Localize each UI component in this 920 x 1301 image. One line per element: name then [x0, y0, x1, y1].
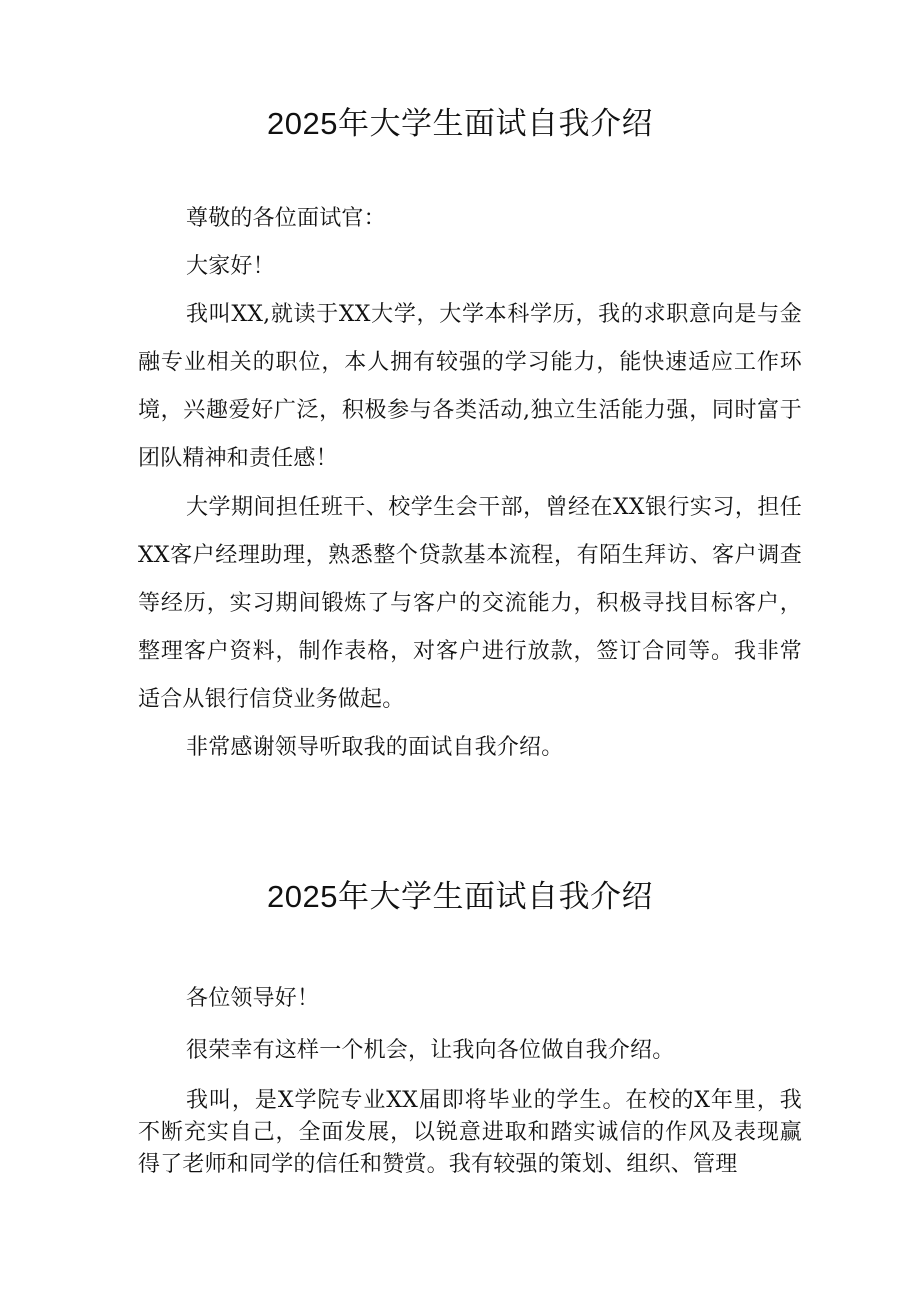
greeting: 大家好！ [186, 254, 275, 279]
document-title-2: 2025年大学生面试自我介绍 [267, 879, 653, 914]
document-title: 2025年大学生面试自我介绍 [267, 106, 653, 141]
greeting-2: 各位领导好！ [186, 986, 320, 1011]
paragraph-opportunity: 很荣幸有这样一个机会，让我向各位做自我介绍。 [186, 1038, 675, 1063]
paragraph-self-intro: 我叫，是X学院专业XX届即将毕业的学生。在校的X年里，我不断充实自己，全面发展，以锐意进取和踏实诚信的作风及表现赢得了老师和同学的信任和赞赏。我有较强的策划、组织、管理 [138, 1088, 802, 1177]
paragraph-experience: 大学期间担任班干、校学生会干部，曾经在XX银行实习，担任XX客户经理助理，熟悉整个贷款基本流程，有陌生拜访、客户调查等经历，实习期间锻炼了与客户的交流能力，积极寻找目标客户，整理客户资料，制作表格，对客户进行放款，签订合同等。我非常适合从银行信贷业务做起。 [138, 495, 802, 712]
paragraph-closing: 非常感谢领导听取我的面试自我介绍。 [186, 735, 564, 760]
salutation: 尊敬的各位面试官： [186, 206, 386, 231]
paragraph-intro: 我叫XX,就读于XX大学，大学本科学历，我的求职意向是与金融专业相关的职位，本人拥有较强的学习能力，能快速适应工作环境，兴趣爱好广泛，积极参与各类活动,独立生活能力强，同时富于团队精神和责任感！ [138, 302, 802, 471]
